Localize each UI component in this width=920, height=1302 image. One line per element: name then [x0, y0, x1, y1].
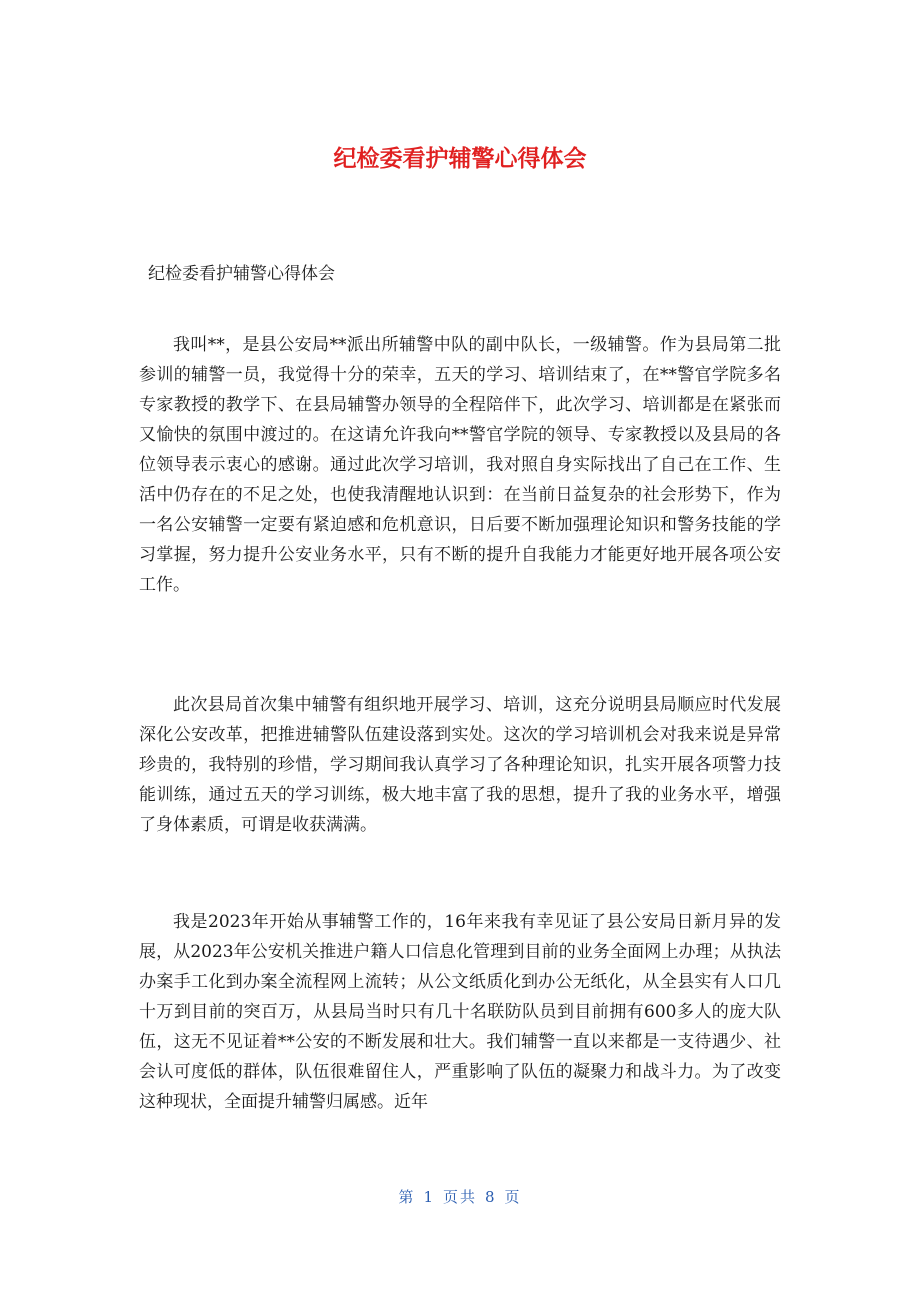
document-title: 纪检委看护辅警心得体会: [333, 146, 587, 172]
body-paragraph: 此次县局首次集中辅警有组织地开展学习、培训，这充分说明县局顺应时代发展深化公安改革，把推进辅警队伍建设落到实处。这次的学习培训机会对我来说是异常珍贵的，我特别的珍惜，学习期间我认真学习了各种理论知识，扎实开展各项警力技能训练，通过五天的学习训练，极大地丰富了我的思想，提升了我的业务水平，增强了身体素质，可谓是收获满满。: [139, 695, 781, 835]
paragraph-3-container: [139, 907, 781, 1117]
paragraph-1-container: [139, 330, 781, 600]
footer-total-pages: 8: [485, 1188, 497, 1206]
footer-prefix: 第: [398, 1188, 416, 1206]
page-footer: [0, 1186, 920, 1207]
footer-suffix: 页: [504, 1188, 522, 1206]
document-subtitle: 纪检委看护辅警心得体会: [148, 264, 335, 284]
paragraph-2-container: [139, 690, 781, 840]
footer-middle: 页共: [442, 1188, 477, 1206]
body-paragraph: 我叫**，是县公安局**派出所辅警中队的副中队长，一级辅警。作为县局第二批参训的辅警一员，我觉得十分的荣幸，五天的学习、培训结束了，在**警官学院多名专家教授的教学下、在县局辅警办领导的全程陪伴下，此次学习、培训都是在紧张而又愉快的氛围中渡过的。在这请允许我向**警官学院的领导、专家教授以及县局的各位领导表示衷心的感谢。通过此次学习培训，我对照自身实际找出了自己在工作、生活中仍存在的不足之处，也使我清醒地认识到：在当前日益复杂的社会形势下，作为一名公安辅警一定要有紧迫感和危机意识，日后要不断加强理论知识和警务技能的学习掌握，努力提升公安业务水平，只有不断的提升自我能力才能更好地开展各项公安工作。: [139, 335, 781, 595]
body-paragraph: 我是2023年开始从事辅警工作的，16年来我有幸见证了县公安局日新月异的发展，从2023年公安机关推进户籍人口信息化管理到目前的业务全面网上办理；从执法办案手工化到办案全流程网上流转；从公文纸质化到办公无纸化，从全县实有人口几十万到目前的突百万，从县局当时只有几十名联防队员到目前拥有600多人的庞大队伍，这无不见证着**公安的不断发展和壮大。我们辅警一直以来都是一支待遇少、社会认可度低的群体，队伍很难留住人，严重影响了队伍的凝聚力和战斗力。为了改变这种现状，全面提升辅警归属感。近年: [139, 912, 781, 1112]
footer-page-number: 1: [423, 1188, 435, 1206]
